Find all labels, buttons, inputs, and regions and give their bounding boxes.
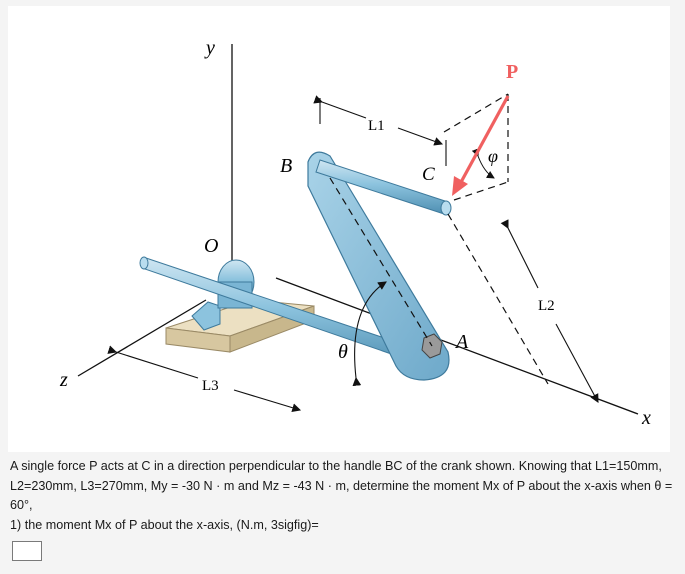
l1-label: L1 (368, 118, 385, 134)
y-axis-label: y (206, 37, 215, 59)
crank-figure (8, 6, 670, 452)
phi-label: φ (488, 146, 498, 166)
crank-diagram (8, 6, 670, 452)
force-p-label: P (506, 61, 519, 83)
point-a-label: A (456, 331, 469, 353)
question-prompt: 1) the moment Mx of P about the x-axis, (N.m, 3sigfig)= (10, 518, 319, 532)
l3-label: L3 (202, 378, 219, 394)
problem-line-1: A single force P acts at C in a direction perpendicular to the handle BC of the crank shown. Knowing that L1=150mm, (10, 459, 662, 473)
theta-label: θ (338, 341, 348, 363)
answer-input[interactable] (12, 541, 42, 561)
l2-dimension (508, 228, 598, 402)
point-b-label: B (280, 155, 293, 177)
origin-label: O (204, 235, 219, 257)
problem-statement (10, 457, 678, 516)
x-axis-label: x (642, 407, 651, 429)
problem-line-3: 60°, (10, 498, 33, 512)
problem-line-2: L2=230mm, L3=270mm, My = -30 N · m and Mz = -43 N · m, determine the moment Mx of P about the x-axis when θ = (10, 478, 673, 493)
l2-label: L2 (538, 298, 555, 314)
point-c-label: C (422, 164, 435, 185)
z-axis-label: z (60, 369, 68, 391)
